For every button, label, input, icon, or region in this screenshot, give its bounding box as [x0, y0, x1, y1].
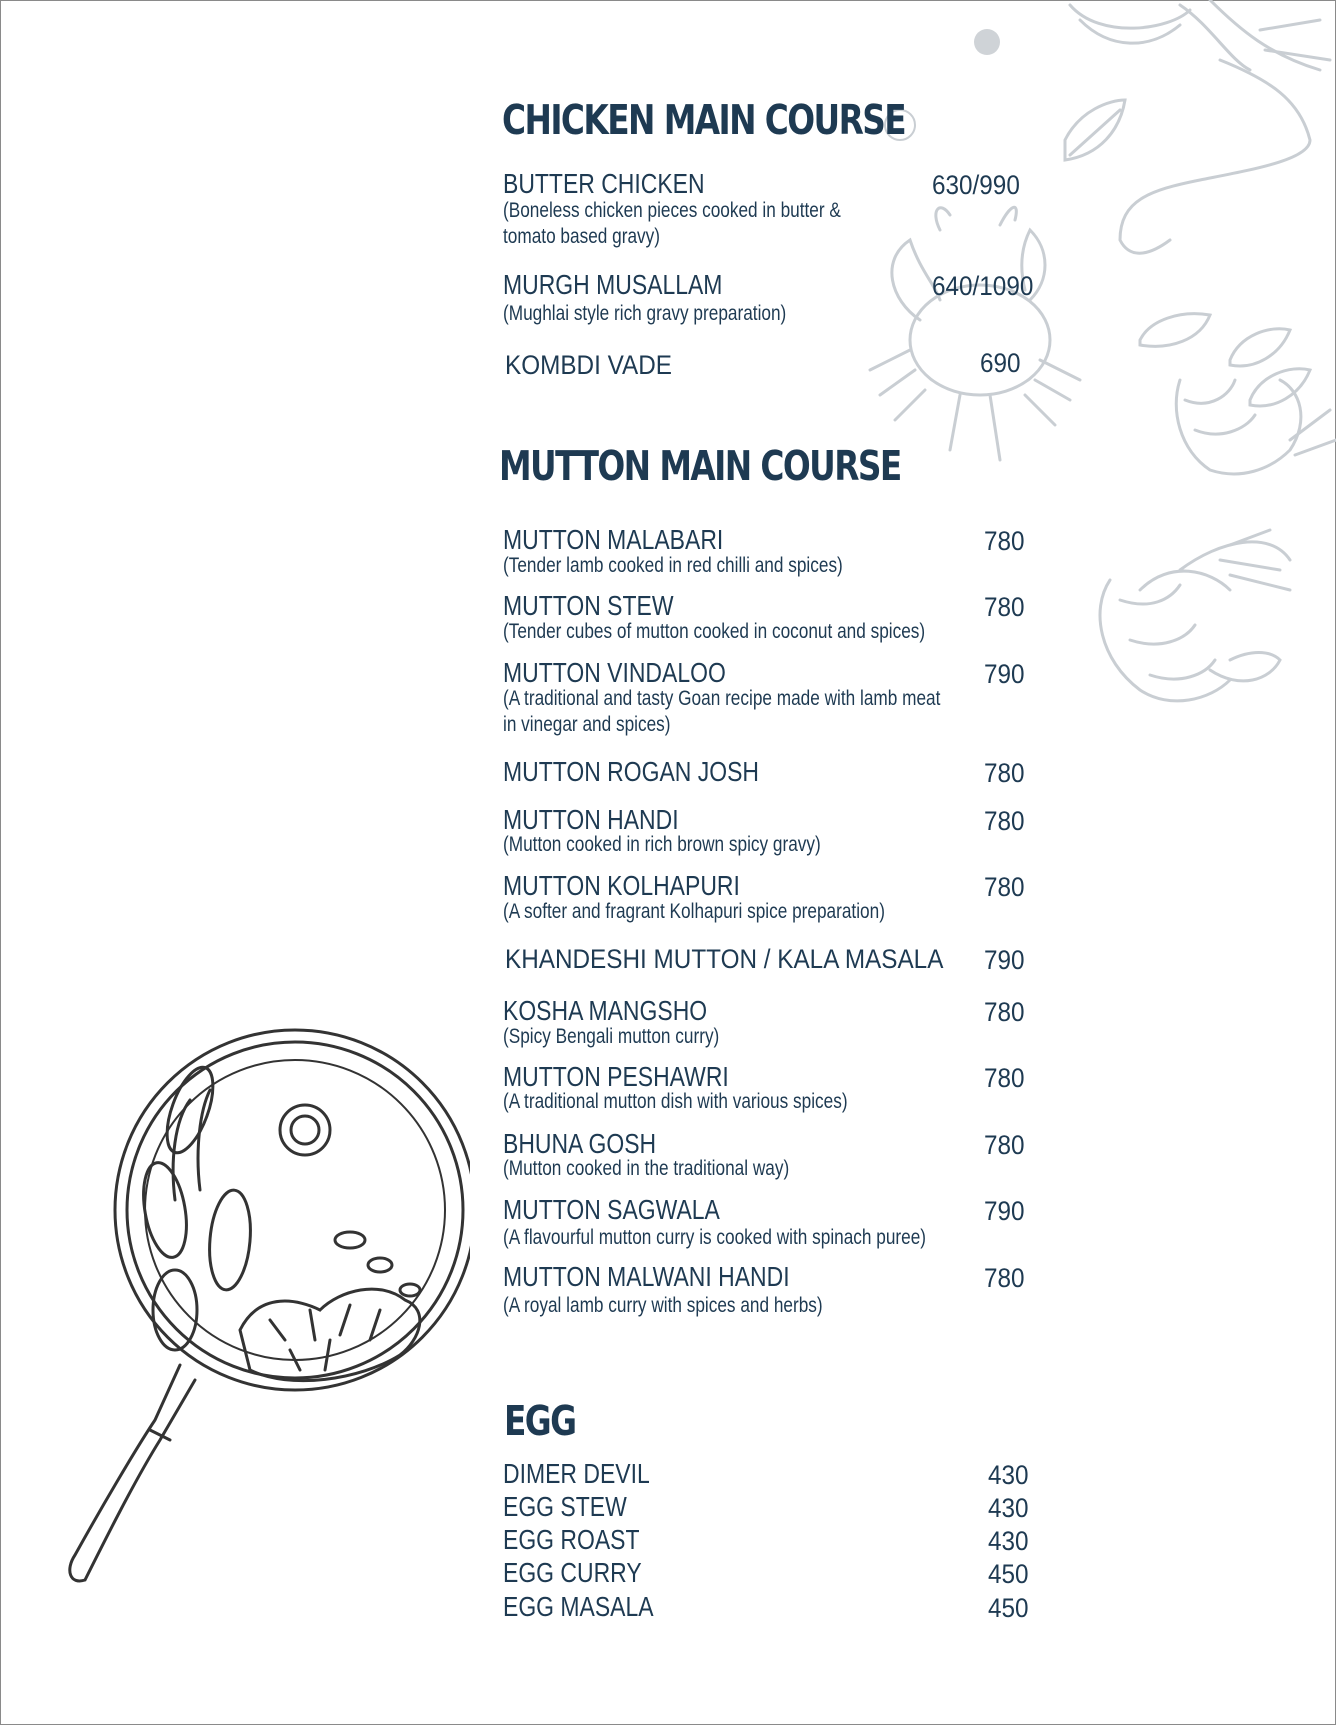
- menu-item-price: 790: [984, 945, 1025, 975]
- seafood-sketch-illustration: [850, 0, 1336, 760]
- menu-item-description: (Tender cubes of mutton cooked in coconut and spices): [503, 620, 926, 643]
- menu-item-name: KOSHA MANGSHO: [503, 995, 708, 1026]
- menu-item-description: tomato based gravy): [503, 225, 660, 248]
- menu-item-name: EGG STEW: [503, 1491, 627, 1522]
- menu-item-price: 630/990: [932, 170, 1020, 200]
- menu-item-name: MUTTON VINDALOO: [503, 657, 726, 688]
- menu-item-description: (A softer and fragrant Kolhapuri spice preparation): [503, 900, 885, 923]
- menu-item-name: KOMBDI VADE: [505, 350, 672, 380]
- menu-item-name: DIMER DEVIL: [503, 1458, 650, 1489]
- menu-item-price: 690: [980, 348, 1021, 378]
- menu-item-price: 780: [984, 758, 1025, 788]
- menu-item-price: 640/1090: [932, 271, 1034, 301]
- menu-item-price: 780: [984, 592, 1025, 622]
- menu-item-price: 780: [984, 997, 1025, 1027]
- menu-item-description: (Boneless chicken pieces cooked in butter &: [503, 199, 841, 222]
- menu-item-description: (Mughlai style rich gravy preparation): [503, 302, 787, 325]
- chicken-section-title: CHICKEN MAIN COURSE: [502, 96, 906, 144]
- menu-item-price: 780: [984, 872, 1025, 902]
- menu-item-name: MUTTON MALWANI HANDI: [503, 1261, 790, 1292]
- menu-item-price: 790: [984, 659, 1025, 689]
- menu-item-description: (A royal lamb curry with spices and herbs): [503, 1294, 823, 1317]
- menu-item-name: MURGH MUSALLAM: [503, 269, 723, 300]
- menu-item-name: MUTTON MALABARI: [503, 524, 724, 555]
- menu-item-price: 790: [984, 1196, 1025, 1226]
- menu-item-name: MUTTON KOLHAPURI: [503, 870, 740, 901]
- frying-pan-illustration: [60, 1010, 470, 1590]
- menu-item-name: MUTTON SAGWALA: [503, 1194, 720, 1225]
- menu-item-name: EGG ROAST: [503, 1524, 640, 1555]
- menu-item-description: in vinegar and spices): [503, 713, 671, 736]
- menu-item-name: MUTTON ROGAN JOSH: [503, 756, 759, 787]
- menu-item-name: BUTTER CHICKEN: [503, 168, 705, 199]
- menu-item-description: (A traditional mutton dish with various spices): [503, 1090, 848, 1113]
- menu-item-price: 450: [988, 1559, 1029, 1589]
- menu-item-name: EGG MASALA: [503, 1591, 654, 1622]
- mutton-section-title: MUTTON MAIN COURSE: [499, 442, 901, 490]
- menu-item-price: 780: [984, 1130, 1025, 1160]
- menu-item-description: (A traditional and tasty Goan recipe made with lamb meat: [503, 687, 941, 710]
- menu-item-description: (Mutton cooked in the traditional way): [503, 1157, 790, 1180]
- menu-item-price: 430: [988, 1526, 1029, 1556]
- menu-item-name: MUTTON STEW: [503, 590, 674, 621]
- menu-item-price: 430: [988, 1460, 1029, 1490]
- menu-item-name: EGG CURRY: [503, 1557, 642, 1588]
- menu-item-description: (Tender lamb cooked in red chilli and spices): [503, 554, 843, 577]
- menu-item-name: MUTTON PESHAWRI: [503, 1061, 729, 1092]
- menu-item-price: 780: [984, 1263, 1025, 1293]
- menu-item-name: BHUNA GOSH: [503, 1128, 657, 1159]
- menu-item-price: 430: [988, 1493, 1029, 1523]
- menu-item-name: MUTTON HANDI: [503, 804, 679, 835]
- menu-item-description: (A flavourful mutton curry is cooked with spinach puree): [503, 1226, 927, 1249]
- menu-item-price: 450: [988, 1593, 1029, 1623]
- menu-item-price: 780: [984, 526, 1025, 556]
- menu-item-description: (Mutton cooked in rich brown spicy gravy): [503, 833, 821, 856]
- menu-item-price: 780: [984, 1063, 1025, 1093]
- menu-item-price: 780: [984, 806, 1025, 836]
- egg-section-title: EGG: [504, 1397, 576, 1445]
- menu-item-description: (Spicy Bengali mutton curry): [503, 1025, 720, 1048]
- menu-item-name: KHANDESHI MUTTON / KALA MASALA: [505, 944, 944, 974]
